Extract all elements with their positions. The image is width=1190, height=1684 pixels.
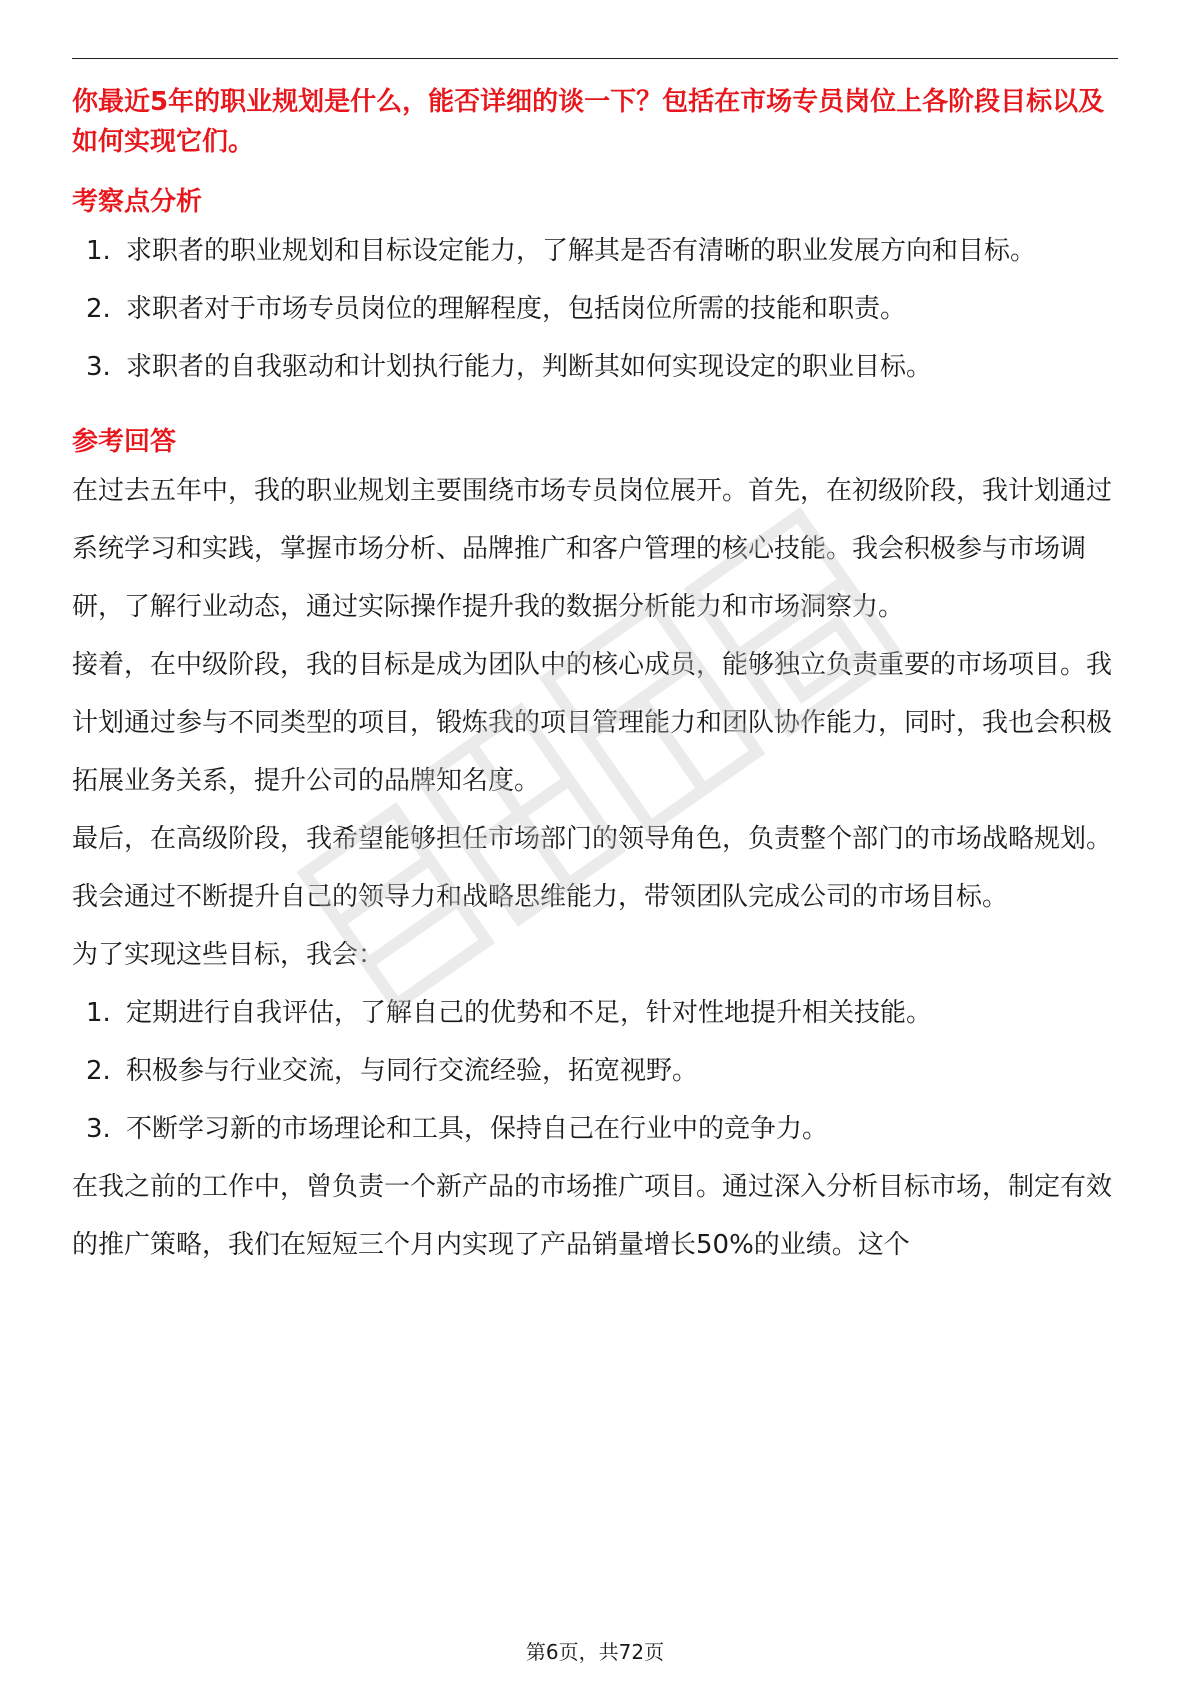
page-number: 第6页，共72页 [525, 1640, 665, 1664]
answer-paragraph: 在我之前的工作中，曾负责一个新产品的市场推广项目。通过深入分析目标市场，制定有效的推广策略，我们在短短三个月内实现了产品销量增长50%的业绩。这个 [72, 1172, 1113, 1260]
list-item: 1. 定期进行自我评估，了解自己的优势和不足，针对性地提升相关技能。 [86, 998, 933, 1028]
top-divider [72, 58, 1118, 59]
list-item: 1. 求职者的职业规划和目标设定能力，了解其是否有清晰的职业发展方向和目标。 [86, 236, 1037, 266]
list-item: 2. 求职者对于市场专员岗位的理解程度，包括岗位所需的技能和职责。 [86, 294, 907, 324]
answer-paragraph: 在过去五年中，我的职业规划主要围绕市场专员岗位展开。首先，在初级阶段，我计划通过系统学习和实践，掌握市场分析、品牌推广和客户管理的核心技能。我会积极参与市场调研，了解行业动态，通过实际操作提升我的数据分析能力和市场洞察力。 [72, 476, 1113, 622]
answer-paragraph: 为了实现这些目标，我会： [72, 940, 385, 970]
list-item: 3. 不断学习新的市场理论和工具，保持自己在行业中的竞争力。 [86, 1114, 829, 1144]
list-item: 3. 求职者的自我驱动和计划执行能力，判断其如何实现设定的职业目标。 [86, 352, 933, 382]
analysis-list [72, 222, 1118, 396]
answer-paragraph: 接着，在中级阶段，我的目标是成为团队中的核心成员，能够独立负责重要的市场项目。我计划通过参与不同类型的项目，锻炼我的项目管理能力和团队协作能力，同时，我也会积极拓展业务关系，提升公司的品牌知名度。 [72, 650, 1113, 796]
goals-list [72, 984, 1118, 1158]
answer-heading: 参考回答 [72, 427, 177, 457]
list-item: 2. 积极参与行业交流，与同行交流经验，拓宽视野。 [86, 1056, 699, 1086]
analysis-heading: 考察点分析 [72, 187, 203, 217]
interview-question: 你最近5年的职业规划是什么，能否详细的谈一下？包括在市场专员岗位上各阶段目标以及如何实现它们。 [72, 87, 1105, 157]
document-body [72, 82, 1118, 1274]
answer-paragraph: 最后，在高级阶段，我希望能够担任市场部门的领导角色，负责整个部门的市场战略规划。我会通过不断提升自己的领导力和战略思维能力，带领团队完成公司的市场目标。 [72, 824, 1113, 912]
